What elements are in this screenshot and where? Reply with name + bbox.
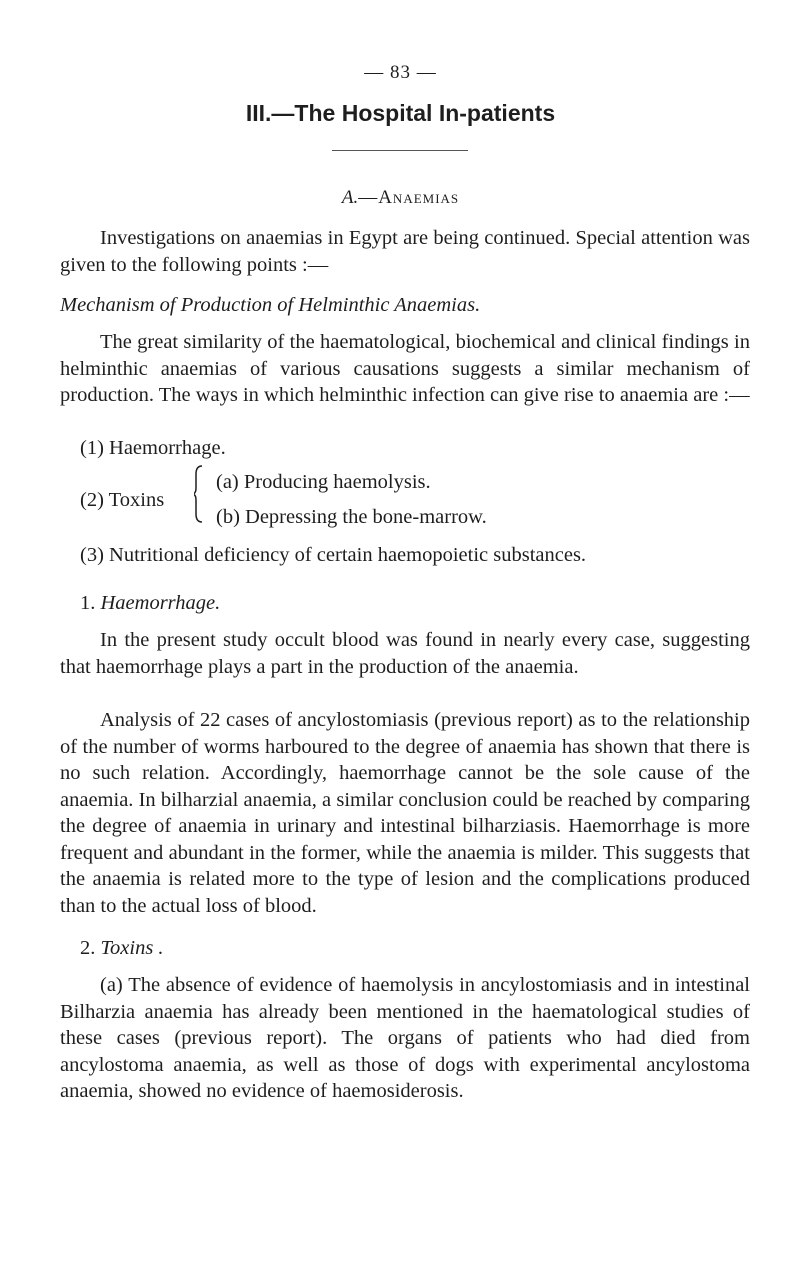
section-2-paragraph-1: (a) The absence of evidence of haemolysis in ancylostomiasis and in intestinal Bilharzia anaemia has already been mentioned in the haematological studies of these cases (previous report). The organs of patients who had died from ancylostoma anaemia, as well as those of dogs with experimental ancylostoma anaemia, showed no evidence of haemosiderosis. xyxy=(60,974,750,1102)
list-item-haemorrhage: (1) Haemorrhage. xyxy=(80,437,226,459)
section-2-title: Toxins . xyxy=(100,937,164,959)
section-1-paragraph-1: In the present study occult blood was found in nearly every case, suggesting that haemorrhage plays a part in the production of the anaemia. xyxy=(60,629,750,678)
list-item-toxins-b: (b) Depressing the bone-marrow. xyxy=(216,506,487,528)
section-2-number: 2. xyxy=(80,937,96,959)
section-1-paragraph-2: Analysis of 22 cases of ancylostomiasis (previous report) as to the relationship of the number of worms harboured to the degree of anaemia has shown that there is no such relation. Accordingly, haemorrhage cannot be the sole cause of the anaemia. In bilharzial anaemia, a similar conclusion could be reached by comparing the degree of anaemia in urinary and intestinal bilharziasis. Haemorrhage is more frequent and abundant in the former, while the anaemia is milder. This suggests that the anaemia is related more to the type of lesion and the complications produced than to the actual loss of blood. xyxy=(60,709,750,917)
subheading-letter: A. xyxy=(341,187,359,208)
heading-rule xyxy=(332,150,468,151)
intro-paragraph: Investigations on anaemias in Egypt are being continued. Special attention was given to the following points :— xyxy=(60,227,750,276)
brace-symbol xyxy=(194,464,204,524)
subheading-title: —Anaemias xyxy=(358,187,460,208)
section-1-heading xyxy=(80,592,220,615)
list-item-nutritional: (3) Nutritional deficiency of certain haemopoietic substances. xyxy=(80,544,587,566)
mechanism-heading: Mechanism of Production of Helminthic Anaemias. xyxy=(60,294,481,316)
section-2-heading xyxy=(80,937,164,960)
list-item-toxins-a: (a) Producing haemolysis. xyxy=(216,471,431,493)
section-1-number: 1. xyxy=(80,592,96,614)
section-heading: III.—The Hospital In-patients xyxy=(245,100,556,126)
list-item-toxins: (2) Toxins xyxy=(80,489,165,511)
page-number: — 83 — xyxy=(364,62,437,83)
section-1-title: Haemorrhage. xyxy=(100,592,221,614)
mechanism-paragraph: The great similarity of the haematological, biochemical and clinical findings in helminthic anaemias of various causations suggests a similar mechanism of production. The ways in which helminthic infection can give rise to anaemia are :— xyxy=(60,331,750,406)
subheading xyxy=(0,187,801,209)
